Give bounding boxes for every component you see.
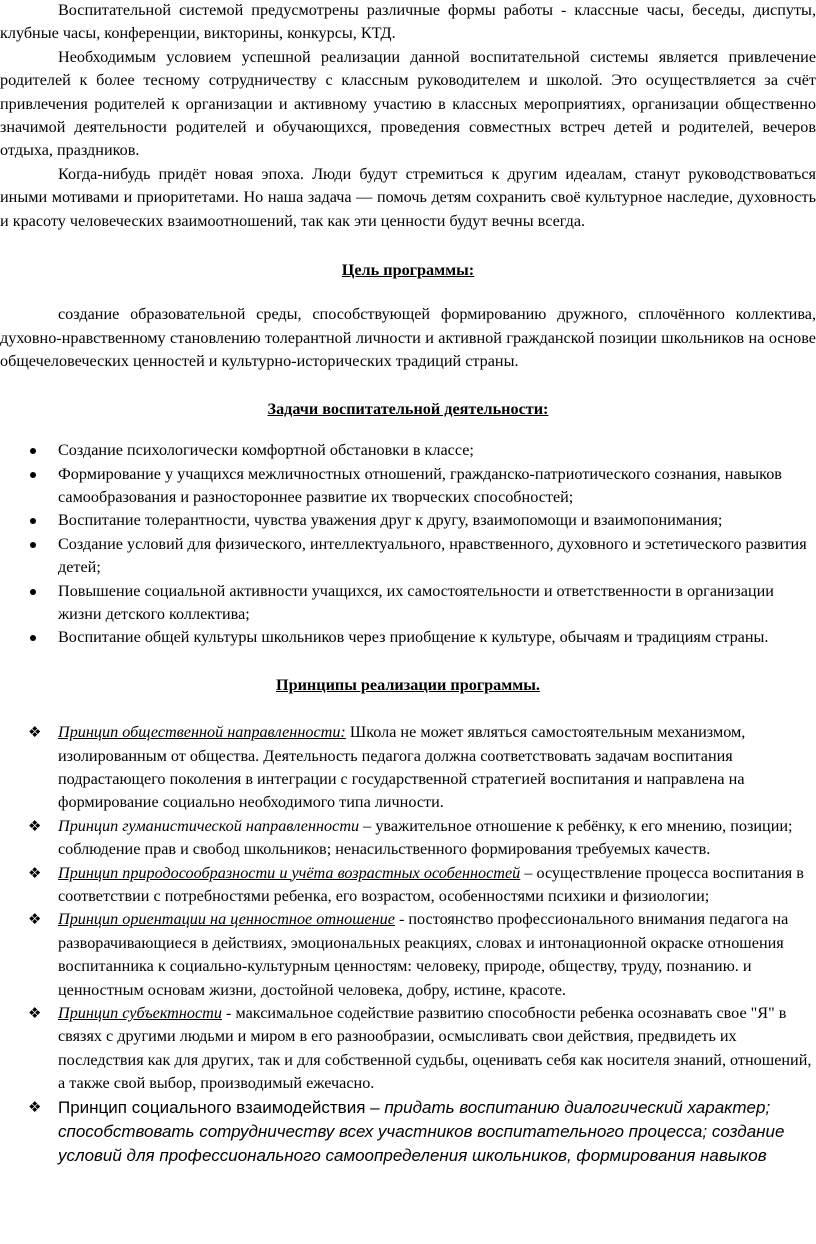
task-text: Формирование у учащихся межличностных отношений, гражданско-патриотического сознания, навыков самообразования и разностороннее развитие их творческих способностей; (58, 464, 782, 506)
principle-name: Принцип природосообразности и учёта возрастных особенностей (58, 863, 521, 882)
principle-item (0, 1096, 816, 1169)
principle-name: Принцип гуманистической направленности (58, 816, 360, 835)
intro-paragraph-2: Необходимым условием успешной реализации данной воспитательной системы является привлечение родителей к более тесному сотрудничеству с классным руководителем и школой. Это осуществляется за счёт привлечения родителей к организации и активному участию в классных мероприятиях, организации общественно значимой деятельности родителей и обучающихся, проведения совместных встреч детей и родителей, вечеров отдыха, праздников. (0, 47, 816, 160)
principle-separator: – (359, 816, 376, 835)
principle-item (0, 1002, 816, 1096)
tasks-heading: Задачи воспитательной деятельности: (267, 399, 549, 418)
task-item (0, 509, 816, 532)
diamond-bullet-icon: ❖ (28, 910, 42, 929)
intro-paragraph-1: Воспитательной системой предусмотрены различные формы работы - классные часы, беседы, диспуты, клубные часы, конференции, викторины, конкурсы, КТД. (0, 1, 816, 43)
principle-text: осуществление процесса воспитания в соответствии с потребностями ребенка, его возрастом, особенностями психики и физиологии; (58, 863, 804, 905)
principle-separator: - (221, 1004, 236, 1023)
principle-text: постоянство профессионального внимания педагога на разворачивающиеся в действиях, эмоциональных реакциях, словах и интонационной окраске отношения воспитанника к социально-культурным ценностям: человеку, природе, обществу, труду, познанию. и ценностным основам жизни, достойной человека, добру, истине, красоте. (58, 910, 789, 999)
bullet-dot-icon (30, 589, 36, 595)
bullet-dot-icon (30, 518, 36, 524)
diamond-bullet-icon: ❖ (28, 1097, 42, 1116)
bullet-dot-icon (30, 542, 36, 548)
principle-text: Школа не может являться самостоятельным механизмом, изолированным от общества. Деятельность педагога должна соответствовать задачам воспитания подрастающего поколения в интеграции с государственной стратегией воспитания и направлена на формирование социально необходимого типа личности. (58, 723, 746, 812)
task-text: Воспитание толерантности, чувства уважения друг к другу, взаимопомощи и взаимопонимания; (58, 511, 723, 530)
diamond-bullet-icon: ❖ (28, 723, 42, 742)
diamond-bullet-icon: ❖ (28, 816, 42, 835)
principle-item (0, 908, 816, 1002)
tasks-list (0, 439, 816, 650)
task-text: Повышение социальной активности учащихся, их самостоятельности и ответственности в организации жизни детского коллектива; (58, 581, 774, 623)
task-text: Создание условий для физического, интеллектуального, нравственного, духовного и эстетического развития детей; (58, 534, 807, 577)
task-item (0, 463, 816, 510)
principle-separator: – (520, 863, 537, 882)
task-item (0, 580, 816, 627)
principle-item (0, 721, 816, 815)
task-item (0, 533, 816, 580)
principle-name: Принцип ориентации на ценностное отношение (58, 910, 395, 929)
task-text: Создание психологически комфортной обстановки в классе; (58, 441, 474, 460)
diamond-bullet-icon: ❖ (28, 1004, 42, 1023)
diamond-bullet-icon: ❖ (28, 863, 42, 882)
task-item (0, 626, 816, 649)
principle-text: придать воспитанию диалогический характер; способствовать сотрудничеству всех участников воспитательного процесса; создание условий для профессионального самоопределения школьников, формирования навыков (58, 1097, 785, 1166)
goal-heading: Цель программы: (341, 261, 475, 280)
principle-separator: - (394, 910, 409, 929)
task-item (0, 439, 816, 462)
bullet-dot-icon (30, 472, 36, 478)
bullet-dot-icon (30, 635, 36, 641)
principle-text: уважительное отношение к ребёнку, к его мнению, позиции; соблюдение прав и свобод школьников; ненасильственного формирования требуемых качеств. (58, 816, 793, 859)
principle-text: максимальное содействие развитию способности ребенка осознавать свое "Я" в связях с другими людьми и миром в его разнообразии, осмысливать свои действия, предвидеть их последствия как для других, так и для собственной судьбы, оценивать себя как носителя знаний, отношений, а также свой выбор, производимый ежечасно. (58, 1004, 812, 1093)
principle-name: Принцип социального взаимодействия (58, 1097, 366, 1117)
intro-paragraph-3: Когда-нибудь придёт новая эпоха. Люди будут стремиться к другим идеалам, станут руководствоваться иными мотивами и приоритетами. Но наша задача — помочь детям сохранить своё культурное наследие, духовность и красоту человеческих взаимоотношений, так как эти ценности будут вечны всегда. (0, 164, 816, 230)
principle-item (0, 862, 816, 909)
principles-heading: Принципы реализации программы. (276, 675, 540, 694)
goal-text: создание образовательной среды, способствующей формированию дружного, сплочённого коллектива, духовно-нравственному становлению толерантной личности и активной гражданской позиции школьников на основе общечеловеческих ценностей и культурно-исторических традиций страны. (0, 305, 816, 371)
principles-list (0, 721, 816, 1169)
principle-item (0, 815, 816, 862)
bullet-dot-icon (30, 448, 36, 454)
task-text: Воспитание общей культуры школьников через приобщение к культуре, обычаям и традициям страны. (58, 628, 769, 647)
principle-name: Принцип общественной направленности: (58, 723, 346, 742)
principle-name: Принцип субъектности (58, 1004, 222, 1023)
principle-separator: – (365, 1097, 385, 1117)
